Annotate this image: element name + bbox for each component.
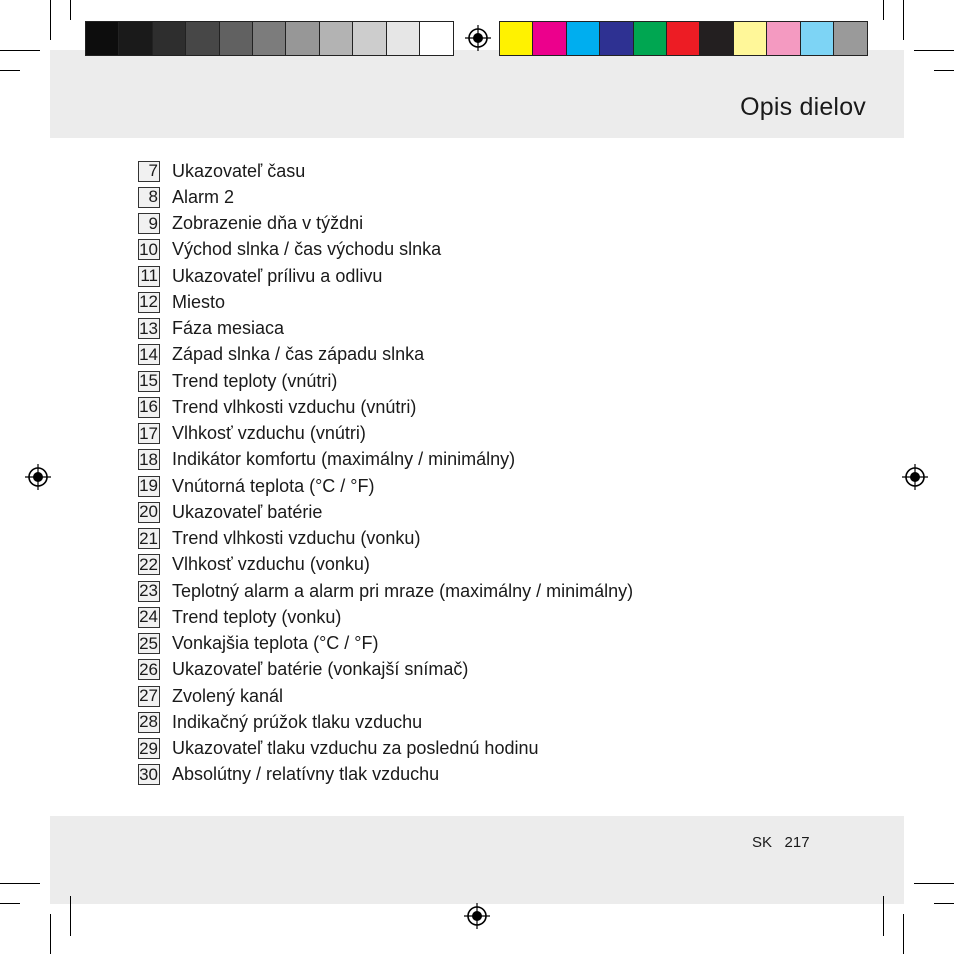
item-number-box: 7 [138, 161, 160, 182]
item-label: Vlhkosť vzduchu (vnútri) [172, 423, 366, 444]
list-item [138, 762, 633, 788]
registration-mark-icon [465, 25, 491, 51]
color-swatch [533, 22, 566, 55]
item-number-box: 24 [139, 607, 158, 627]
registration-mark-icon [464, 903, 490, 929]
color-swatch [119, 22, 152, 55]
item-number-box: 14 [139, 344, 158, 364]
item-number-box: 16 [139, 397, 158, 417]
list-item [138, 421, 633, 447]
item-label: Absolútny / relatívny tlak vzduchu [172, 764, 440, 785]
parts-list [138, 158, 633, 788]
item-label: Trend vlhkosti vzduchu (vnútri) [172, 396, 417, 417]
crop-mark [0, 883, 40, 884]
item-label: Miesto [172, 291, 226, 312]
crop-mark [914, 883, 954, 884]
color-swatch [353, 22, 386, 55]
color-swatch [420, 22, 453, 55]
item-number-box: 9 [138, 213, 160, 234]
color-swatch [767, 22, 800, 55]
color-swatch [86, 22, 119, 55]
list-item [138, 552, 633, 578]
crop-mark [70, 0, 71, 20]
footer-band [50, 816, 904, 904]
crop-mark [883, 0, 884, 20]
crop-mark [903, 914, 904, 954]
list-item [138, 237, 633, 263]
item-label: Ukazovateľ batérie (vonkajší snímač) [172, 659, 469, 680]
color-swatch [667, 22, 700, 55]
list-item [138, 526, 633, 552]
item-number-box: 21 [139, 528, 158, 548]
color-swatch [253, 22, 286, 55]
crop-mark [0, 70, 20, 71]
item-label: Teplotný alarm a alarm pri mraze (maximálny / minimálny) [172, 580, 634, 601]
list-item [138, 158, 633, 184]
color-swatch [220, 22, 253, 55]
item-number-box: 27 [139, 686, 158, 706]
item-number-box: 17 [139, 423, 158, 443]
item-label: Trend vlhkosti vzduchu (vonku) [172, 528, 421, 549]
item-number-box: 19 [139, 476, 158, 496]
list-item [138, 604, 633, 630]
list-item [138, 709, 633, 735]
page-footer: SK 217 [752, 834, 810, 851]
list-item [138, 342, 633, 368]
item-label: Trend teploty (vonku) [172, 606, 342, 627]
color-swatch [834, 22, 867, 55]
color-swatch [801, 22, 834, 55]
color-swatch [734, 22, 767, 55]
item-number-box: 23 [139, 581, 158, 601]
item-label: Západ slnka / čas západu slnka [172, 344, 425, 365]
item-label: Indikátor komfortu (maximálny / minimálny) [172, 449, 516, 470]
list-item [138, 447, 633, 473]
list-item [138, 578, 633, 604]
item-label: Zobrazenie dňa v týždni [172, 213, 364, 234]
item-number-box: 15 [139, 371, 158, 391]
item-number-box: 8 [138, 187, 160, 208]
color-swatch [153, 22, 186, 55]
item-label: Trend teploty (vnútri) [172, 370, 338, 391]
item-number-box: 26 [139, 659, 158, 679]
crop-mark [70, 896, 71, 936]
item-number-box: 13 [139, 318, 158, 338]
item-number-box: 29 [139, 738, 158, 758]
list-item [138, 657, 633, 683]
list-item [138, 683, 633, 709]
item-label: Vnútorná teplota (°C / °F) [172, 475, 375, 496]
crop-mark [914, 50, 954, 51]
registration-mark-icon [902, 464, 928, 490]
list-item [138, 316, 633, 342]
crop-mark [934, 903, 954, 904]
item-label: Zvolený kanál [172, 685, 284, 706]
item-number-box: 20 [139, 502, 158, 522]
crop-mark [50, 914, 51, 954]
item-label: Vonkajšia teplota (°C / °F) [172, 633, 379, 654]
color-swatch [186, 22, 219, 55]
grayscale-color-bar [85, 21, 454, 56]
list-item [138, 394, 633, 420]
item-label: Alarm 2 [172, 186, 235, 207]
item-label: Indikačný prúžok tlaku vzduchu [172, 711, 423, 732]
list-item [138, 368, 633, 394]
list-item [138, 736, 633, 762]
item-number-box: 10 [139, 239, 158, 259]
item-number-box: 30 [139, 764, 158, 784]
list-item [138, 289, 633, 315]
item-label: Vlhkosť vzduchu (vonku) [172, 554, 370, 575]
color-swatch [634, 22, 667, 55]
page-title: Opis dielov [740, 93, 866, 121]
crop-mark [934, 70, 954, 71]
color-swatch [567, 22, 600, 55]
list-item [138, 184, 633, 210]
list-item [138, 631, 633, 657]
list-item [138, 499, 633, 525]
list-item [138, 211, 633, 237]
crop-mark [0, 50, 40, 51]
list-item [138, 263, 633, 289]
color-swatch [500, 22, 533, 55]
item-label: Ukazovateľ času [172, 160, 306, 181]
item-number-box: 11 [138, 266, 160, 287]
registration-mark-icon [25, 464, 51, 490]
color-swatch [320, 22, 353, 55]
color-swatch [600, 22, 633, 55]
crop-mark [50, 0, 51, 40]
item-label: Východ slnka / čas východu slnka [172, 239, 442, 260]
color-swatch [387, 22, 420, 55]
crop-mark [903, 0, 904, 40]
crop-mark [0, 903, 20, 904]
list-item [138, 473, 633, 499]
item-label: Ukazovateľ prílivu a odlivu [172, 265, 383, 286]
item-label: Ukazovateľ batérie [172, 501, 323, 522]
item-number-box: 12 [139, 292, 158, 312]
color-swatch [700, 22, 733, 55]
item-number-box: 28 [139, 712, 158, 732]
item-label: Fáza mesiaca [172, 318, 285, 339]
color-swatch [286, 22, 319, 55]
item-label: Ukazovateľ tlaku vzduchu za poslednú hodinu [172, 738, 539, 759]
item-number-box: 22 [139, 554, 158, 574]
process-color-bar [499, 21, 868, 56]
item-number-box: 18 [139, 449, 158, 469]
crop-mark [883, 896, 884, 936]
item-number-box: 25 [139, 633, 158, 653]
